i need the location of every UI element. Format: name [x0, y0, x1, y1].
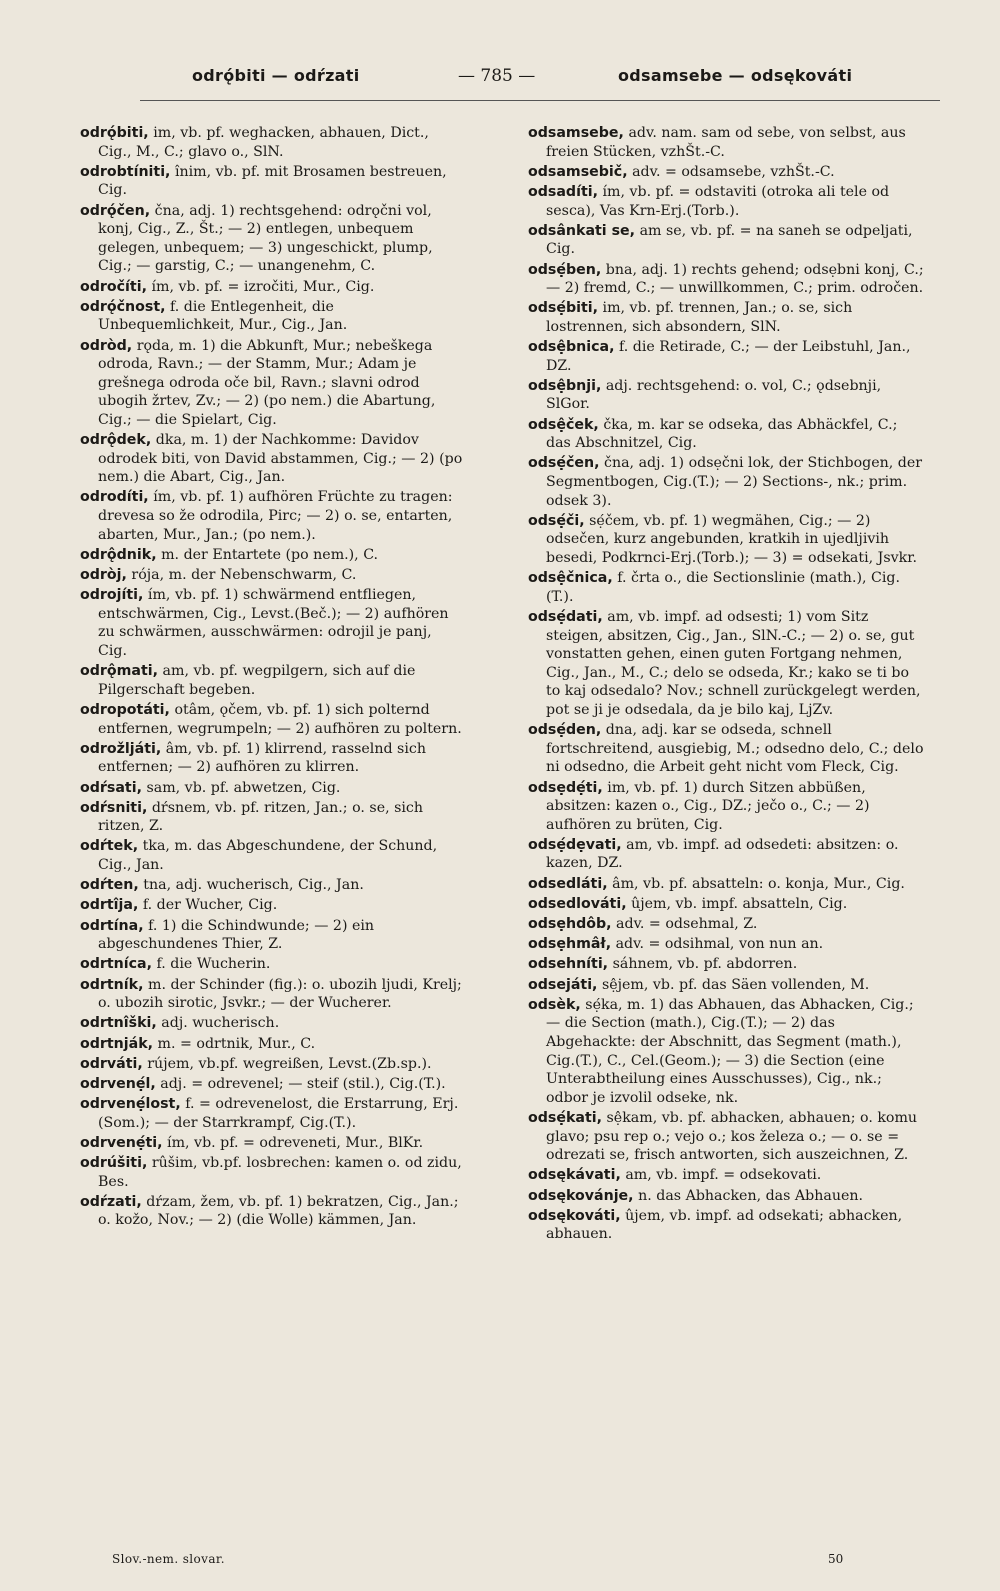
entry-headword: odrtnják,	[80, 1035, 154, 1052]
entry-definition: f. der Wucher, Cig.	[138, 897, 278, 914]
entry-headword: odrǫ́čnost,	[80, 298, 166, 315]
entry-definition: ím, vb. pf. = izročiti, Mur., Cig.	[146, 278, 375, 295]
dictionary-entry	[528, 124, 926, 161]
dictionary-entry	[528, 895, 926, 914]
footer-sheet-number: 50	[828, 1552, 844, 1566]
dictionary-entry	[528, 261, 926, 298]
entry-definition: adj. wucherisch.	[156, 1015, 280, 1032]
entry-definition: ím, vb. pf. = odreveneti, Mur., BlKr.	[162, 1134, 424, 1151]
footer-signature: Slov.-nem. slovar.	[112, 1552, 225, 1566]
dictionary-entry	[528, 1187, 926, 1206]
entry-headword: odsệčnica,	[528, 570, 613, 587]
dictionary-entry	[80, 896, 464, 915]
dictionary-entry	[528, 183, 926, 220]
dictionary-entry	[80, 278, 464, 297]
entry-definition: adv. nam. sam od sebe, von selbst, aus freien Stücken, vzhŠt.-C.	[546, 125, 906, 160]
entry-headword: odročíti,	[80, 278, 147, 295]
entry-headword: odsệček,	[528, 416, 599, 433]
entry-headword: odsehníti,	[528, 956, 609, 973]
dictionary-entry	[528, 1166, 926, 1185]
entry-headword: odrtîja,	[80, 897, 139, 914]
entry-definition: âm, vb. pf. 1) klirrend, rasselnd sich entfernen; — 2) aufhören zu klirren.	[98, 740, 426, 776]
dictionary-entry	[528, 512, 926, 568]
entry-headword: odropotáti,	[80, 701, 170, 718]
entry-headword: odsẹ́dati,	[528, 608, 603, 625]
entry-definition: adj. = odrevenel; — steif (stil.), Cig.(T.).	[155, 1075, 446, 1092]
entry-definition: am, vb. impf. ad odsesti; 1) vom Sitz steigen, absitzen, Cig., Jan., SlN.-C.; — 2) o. se, gut vonstatten gehen, einen guten Fortgang nehmen, Cig., Jan., M., C.; delo se odseda, Kr.; kako se ti bo to kaj odsedalo? Nov.; schnell zurückgelegt werden, pot se ji je odsedala, da je bilo kaj, LjZv.	[546, 608, 921, 718]
dictionary-entry	[80, 298, 464, 335]
entry-headword: odŕten,	[80, 877, 139, 894]
entry-headword: odsẹdẹ́ti,	[528, 779, 603, 796]
dictionary-entry	[80, 701, 464, 738]
dictionary-entry	[80, 1035, 464, 1054]
entry-headword: odrtína,	[80, 917, 144, 934]
entry-headword: odŕsniti,	[80, 799, 148, 816]
entry-definition: f. = odrevenelost, die Erstarrung, Erj.(Som.); — der Starrkrampf, Cig.(T.).	[98, 1096, 459, 1131]
entry-headword: odŕzati,	[80, 1193, 142, 1210]
entry-definition: tka, m. das Abgeschundene, der Schund, Cig., Jan.	[98, 838, 438, 874]
dictionary-entry	[80, 955, 464, 974]
dictionary-entry	[80, 1193, 464, 1230]
entry-definition: sáhnem, vb. pf. abdorren.	[608, 956, 798, 973]
entry-definition: f. die Retirade, C.; — der Leibstuhl, Jan., DZ.	[546, 339, 911, 374]
entry-headword: odsedláti,	[528, 875, 608, 892]
entry-definition: ím, vb. pf. 1) schwärmend entfliegen, entschwärmen, Cig., Levst.(Beč.); — 2) aufhören zu schwärmen, ausschwärmen: odrojil je panj, Cig.	[98, 587, 449, 659]
entry-definition: âm, vb. pf. absatteln: o. konja, Mur., Cig.	[607, 875, 905, 892]
dictionary-entry	[528, 569, 926, 606]
entry-definition: adv. = odsihmal, von nun an.	[611, 936, 824, 953]
dictionary-entry	[528, 721, 926, 777]
dictionary-entry	[80, 124, 464, 161]
entry-definition: n. das Abhacken, das Abhauen.	[633, 1187, 864, 1204]
entry-headword: odrvenẹ́ti,	[80, 1134, 163, 1151]
entry-headword: odsẹ́dẹvati,	[528, 836, 622, 853]
dictionary-entry	[80, 163, 464, 200]
entry-headword: odŕtek,	[80, 838, 139, 855]
entry-definition: f. die Wucherin.	[152, 956, 271, 973]
entry-definition: sệjem, vb. pf. das Säen vollenden, M.	[597, 976, 870, 993]
dictionary-entry	[80, 1095, 464, 1132]
dictionary-entry	[528, 222, 926, 259]
entry-headword: odrǫ̂dnik,	[80, 546, 157, 563]
entry-headword: odrǫ́čen,	[80, 202, 151, 219]
entry-headword: odsẹhdôb,	[528, 916, 612, 933]
dictionary-entry	[528, 338, 926, 375]
dictionary-entry	[528, 1207, 926, 1244]
dictionary-entry	[80, 1154, 464, 1191]
dictionary-entry	[528, 416, 926, 453]
entry-definition: m. = odrtnik, Mur., C.	[153, 1035, 316, 1052]
entry-headword: odrǫ̂dek,	[80, 432, 152, 449]
entry-definition: čna, adj. 1) rechtsgehend: odrǫčni vol, konj, Cig., Z., Št.; — 2) entlegen, unbequem gelegen, unbequem; — 3) ungeschickt, plump, Cig.; — garstig, C.; — unangenehm, C.	[98, 202, 433, 275]
entry-definition: im, vb. pf. trennen, Jan.; o. se, sich lostrennen, sich absondern, SlN.	[546, 300, 853, 335]
entry-headword: odsẹ́ben,	[528, 261, 602, 278]
dictionary-entry	[80, 662, 464, 699]
entry-definition: adv. = odsehmal, Z.	[611, 916, 758, 933]
entry-headword: odsedlováti,	[528, 895, 627, 912]
dictionary-entry	[80, 1014, 464, 1033]
entry-headword: odrváti,	[80, 1055, 143, 1072]
dictionary-entry	[528, 996, 926, 1108]
entry-definition: čka, m. kar se odseka, das Abhäckfel, C.; das Abschnitzel, Cig.	[546, 416, 898, 452]
entry-definition: am, vb. impf. ad odsedeti: absitzen: o. kazen, DZ.	[546, 836, 899, 872]
entry-headword: odsękávati,	[528, 1167, 621, 1184]
entry-definition: f. die Entlegenheit, die Unbequemlichkeit, Mur., Cig., Jan.	[98, 298, 348, 334]
entry-definition: sam, vb. pf. abwetzen, Cig.	[141, 779, 341, 796]
dictionary-entry	[80, 337, 464, 430]
entry-headword: odsękovánje,	[528, 1187, 634, 1204]
dictionary-entry	[80, 1134, 464, 1153]
entry-headword: odsamsebič,	[528, 163, 628, 180]
page-header	[140, 60, 940, 101]
entry-definition: rója, m. der Nebenschwarm, C.	[126, 567, 357, 583]
entry-definition: rǫda, m. 1) die Abkunft, Mur.; nebeškega odroda, Ravn.; — der Stamm, Mur.; Adam je grešnega odroda oče bil, Ravn.; slavni odrod ubogih žrtev, Zv.; — 2) (po nem.) die Abartung, Cig.; — die Spielart, Cig.	[98, 337, 436, 428]
entry-headword: odrúšiti,	[80, 1155, 148, 1172]
dictionary-entry	[528, 915, 926, 934]
dictionary-entry	[528, 1109, 926, 1165]
dictionary-entry	[80, 976, 464, 1013]
dictionary-entry	[528, 875, 926, 894]
entry-definition: înim, vb. pf. mit Brosamen bestreuen, Cig.	[98, 163, 447, 199]
dictionary-entry	[80, 917, 464, 954]
entry-definition: sẹ́ka, m. 1) das Abhauen, das Abhacken, Cig.; — die Section (math.), Cig.(T.); — 2) das Abgehackte: der Abschnitt, das Segment (math.), Cig.(T.), C., Cel.(Geom.); — 3) die Section (eine Unterabtheilung eines Ausschusses), Cig., nk.; odbor je izvolil odseke, nk.	[546, 996, 914, 1106]
entry-headword: odsânkati se,	[528, 222, 636, 239]
page-number: — 785 —	[458, 66, 536, 86]
dictionary-entry	[80, 488, 464, 544]
entry-headword: odrvenẹ́lost,	[80, 1096, 181, 1113]
dictionary-entry	[528, 608, 926, 720]
entry-definition: otâm, ǫčem, vb. pf. 1) sich polternd entfernen, wegrumpeln; — 2) aufhören zu poltern.	[98, 701, 462, 737]
dictionary-entry	[80, 202, 464, 276]
dictionary-entry	[80, 837, 464, 874]
entry-headword: odŕsati,	[80, 779, 142, 796]
entry-definition: adv. = odsamsebe, vzhŠt.-C.	[627, 163, 835, 180]
dictionary-entry	[80, 1055, 464, 1074]
entry-definition: f. črta o., die Sectionslinie (math.), Cig.(T.).	[546, 570, 900, 605]
entry-definition: ûjem, vb. impf. absatteln, Cig.	[626, 895, 848, 912]
entry-headword: odsejáti,	[528, 976, 598, 993]
dictionary-entry	[80, 799, 464, 836]
entry-headword: odsẹ́či,	[528, 512, 585, 529]
entry-headword: odrojíti,	[80, 587, 144, 604]
entry-headword: odrvenẹ́l,	[80, 1075, 156, 1092]
entry-definition: dna, adj. kar se odseda, schnell fortschreitend, ausgiebig, M.; odsedno delo, C.; delo ni odsedno, die Arbeit geht nicht vom Fleck, Cig.	[546, 722, 924, 776]
entry-definition: rújem, vb.pf. wegreißen, Levst.(Zb.sp.).	[142, 1055, 432, 1072]
entry-definition: im, vb. pf. weghacken, abhauen, Dict., Cig., M., C.; glavo o., SlN.	[98, 125, 429, 160]
entry-definition: ûjem, vb. impf. ad odsekati; abhacken, abhauen.	[546, 1207, 903, 1243]
entry-definition: rûšim, vb.pf. losbrechen: kamen o. od zidu, Bes.	[98, 1155, 462, 1190]
dictionary-entry	[528, 836, 926, 873]
entry-definition: čna, adj. 1) odsẹčni lok, der Stichbogen, der Segmentbogen, Cig.(T.); — 2) Sections-, nk.; prim. odsek 3).	[546, 455, 923, 509]
entry-headword: odsamsebe,	[528, 125, 624, 141]
dictionary-entry	[80, 740, 464, 777]
dictionary-entry	[528, 299, 926, 336]
entry-definition: ím, vb. pf. 1) aufhören Früchte zu tragen: drevesa so že odrodila, Pirc; — 2) o. se, entarten, abarten, Mur., Jan.; (po nem.).	[98, 489, 453, 543]
entry-headword: odsadíti,	[528, 183, 598, 200]
entry-headword: odrǫ́biti,	[80, 125, 149, 141]
entry-headword: odrtnîški,	[80, 1015, 157, 1032]
entry-headword: odsẹ́kati,	[528, 1109, 603, 1126]
entry-headword: odròd,	[80, 337, 133, 354]
entry-headword: odròj,	[80, 567, 127, 583]
dictionary-entry	[80, 1075, 464, 1094]
entry-headword: odsękováti,	[528, 1207, 621, 1224]
entry-headword: odrtník,	[80, 976, 144, 993]
entry-definition: dka, m. 1) der Nachkomme: Davidov odrodek biti, von David abstammen, Cig.; — 2) (po nem.) die Abart, Cig., Jan.	[98, 432, 463, 486]
entry-headword: odrožljáti,	[80, 740, 162, 757]
dictionary-entry	[528, 976, 926, 995]
dictionary-entry	[80, 566, 464, 585]
dictionary-entry	[528, 454, 926, 510]
dictionary-entry	[528, 377, 926, 414]
dictionary-entry	[80, 779, 464, 798]
entry-definition: dŕzam, žem, vb. pf. 1) bekratzen, Cig., Jan.; o. kožo, Nov.; — 2) (die Wolle) kämmen, Jan.	[98, 1193, 459, 1229]
entry-headword: odsệbnica,	[528, 339, 615, 356]
entry-definition: sệkam, vb. pf. abhacken, abhauen; o. komu glavo; psu rep o.; vejo o.; kos železa o.; — o. se = odrezati se, frisch antworten, sich auszeichnen, Z.	[546, 1109, 918, 1164]
entry-headword: odsẹhmâł,	[528, 936, 612, 953]
entry-headword: odsẹ́čen,	[528, 455, 600, 472]
entry-headword: odrodíti,	[80, 489, 149, 506]
header-left-range: odrǫ́biti — odŕzati	[192, 66, 360, 85]
entry-definition: ím, vb. pf. = odstaviti (otroka ali tele od sesca), Vas Krn-Erj.(Torb.).	[546, 183, 890, 219]
entry-definition: bna, adj. 1) rechts gehend; odsẹbni konj, C.; — 2) fremd, C.; — unwillkommen, C.; prim. odročen.	[546, 261, 924, 297]
entry-definition: dŕsnem, vb. pf. ritzen, Jan.; o. se, sich ritzen, Z.	[98, 799, 424, 835]
dictionary-entry	[80, 876, 464, 895]
header-right-range: odsamsebe — odsękováti	[618, 66, 853, 85]
entry-definition: am, vb. pf. wegpilgern, sich auf die Pilgerschaft begeben.	[98, 663, 416, 698]
entry-headword: odrobtíniti,	[80, 163, 171, 180]
dictionary-entry	[528, 935, 926, 954]
entry-definition: m. der Entartete (po nem.), C.	[156, 546, 379, 563]
entry-definition: im, vb. pf. 1) durch Sitzen abbüßen, absitzen: kazen o., Cig., DZ.; ječo o., C.; — 2) aufhören zu brüten, Cig.	[546, 779, 870, 833]
entry-headword: odsệbnji,	[528, 377, 602, 394]
entry-definition: m. der Schinder (fig.): o. ubozih ljudi, Krelj; o. ubozih sirotic, Jsvkr.; — der Wucherer.	[98, 976, 462, 1012]
entry-headword: odrǫ̂mati,	[80, 663, 159, 680]
entry-definition: sẹ́čem, vb. pf. 1) wegmähen, Cig.; — 2) odsečen, kurz angebunden, kratkih in ujedljivih besedi, Podkrnci-Erj.(Torb.); — 3) = odsekati, Jsvkr.	[546, 512, 917, 566]
dictionary-entry	[528, 163, 926, 182]
entry-headword: odsẹ́den,	[528, 722, 602, 739]
dictionary-entry	[80, 431, 464, 487]
dictionary-entry	[80, 586, 464, 660]
entry-definition: adj. rechtsgehend: o. vol, C.; ǫdsebnji, SlGor.	[546, 377, 882, 413]
entry-headword: odsẹ́biti,	[528, 300, 599, 317]
left-column	[80, 124, 464, 1232]
entry-definition: am, vb. impf. = odsekovati.	[620, 1167, 822, 1184]
dictionary-entry	[80, 546, 464, 565]
entry-definition: f. 1) die Schindwunde; — 2) ein abgeschundenes Thier, Z.	[98, 917, 375, 953]
entry-definition: tna, adj. wucherisch, Cig., Jan.	[138, 877, 364, 894]
dictionary-entry	[528, 955, 926, 974]
right-column	[528, 124, 926, 1245]
dictionary-entry	[528, 779, 926, 835]
entry-headword: odrtníca,	[80, 956, 153, 973]
entry-definition: am se, vb. pf. = na saneh se odpeljati, Cig.	[546, 222, 913, 258]
entry-headword: odsèk,	[528, 996, 581, 1013]
